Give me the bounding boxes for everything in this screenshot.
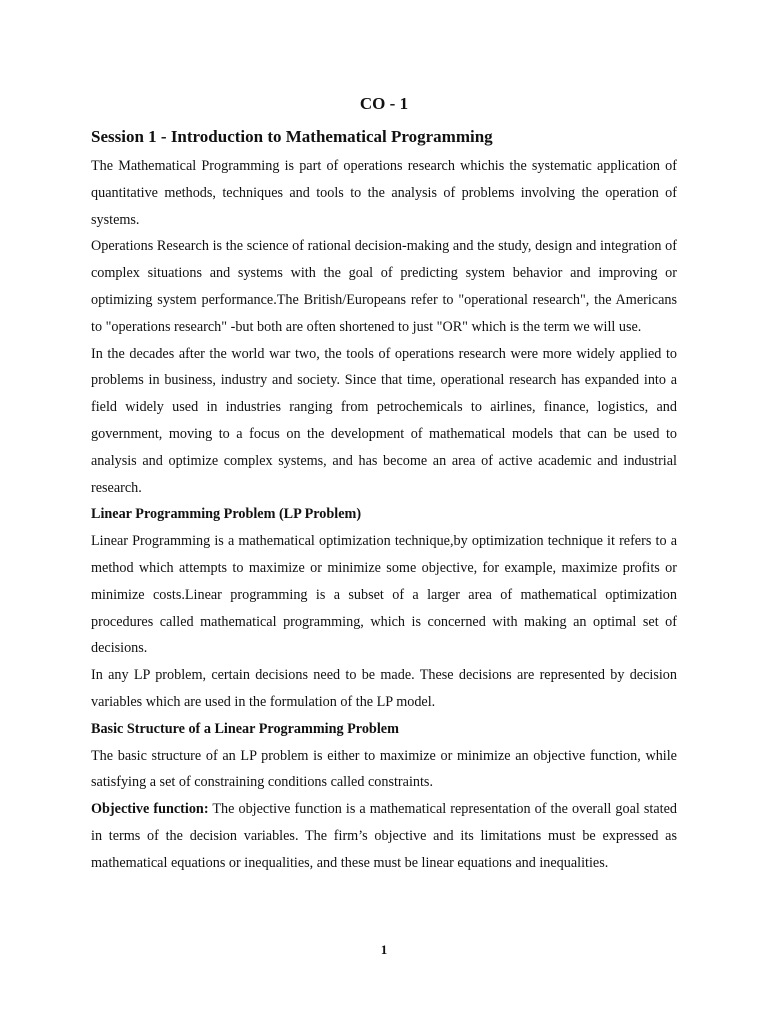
objective-function-label: Objective function:: [91, 801, 209, 818]
structure-paragraph-1: The basic structure of an LP problem is either to maximize or minimize an objective function, while satisfying a set of constraining conditions called constraints.: [91, 747, 677, 791]
document-body: [91, 124, 677, 877]
intro-paragraph-3: In the decades after the world war two, the tools of operations research were more widely applied to problems in business, industry and society. Since that time, operational research has expanded into a field widely used in industries ranging from petrochemicals to airlines, finance, logistics, and government, moving to a focus on the development of mathematical models that can be used to analysis and optimize complex systems, and has become an area of active academic and industrial research.: [91, 345, 677, 496]
intro-paragraph-1: The Mathematical Programming is part of operations research whichis the systematic application of quantitative methods, techniques and tools to the analysis of problems involving the operation of systems.: [91, 158, 677, 228]
session-title: Session 1 - Introduction to Mathematical Programming: [91, 127, 493, 146]
basic-structure-heading: Basic Structure of a Linear Programming Problem: [91, 720, 399, 737]
lp-paragraph-2: In any LP problem, certain decisions need to be made. These decisions are represented by decision variables which are used in the formulation of the LP model.: [91, 667, 677, 710]
page-number: 1: [380, 942, 388, 957]
course-outcome-label: CO - 1: [359, 94, 409, 113]
lp-problem-heading: Linear Programming Problem (LP Problem): [91, 506, 362, 523]
lp-paragraph-1: Linear Programming is a mathematical optimization technique,by optimization technique it refers to a method which attempts to maximize or minimize some objective, for example, maximize profits or minimize costs.Linear programming is a subset of a larger area of mathematical optimization procedures called mathematical programming, which is concerned with making an optimal set of decisions.: [91, 533, 677, 657]
objective-function-text: The objective function is a mathematical representation of the overall goal stated in terms of the decision variables. The firm’s objective and its limitations must be expressed as mathematical equations or inequalities, and these must be linear equations and inequalities.: [91, 801, 677, 871]
objective-function-paragraph: [91, 796, 677, 876]
intro-paragraph-2: Operations Research is the science of rational decision-making and the study, design and integration of complex situations and systems with the goal of predicting system behavior and improving or optimizing system performance.The British/Europeans refer to "operational research", the Americans to "operations research" -but both are often shortened to just "OR" which is the term we will use.: [91, 238, 677, 335]
